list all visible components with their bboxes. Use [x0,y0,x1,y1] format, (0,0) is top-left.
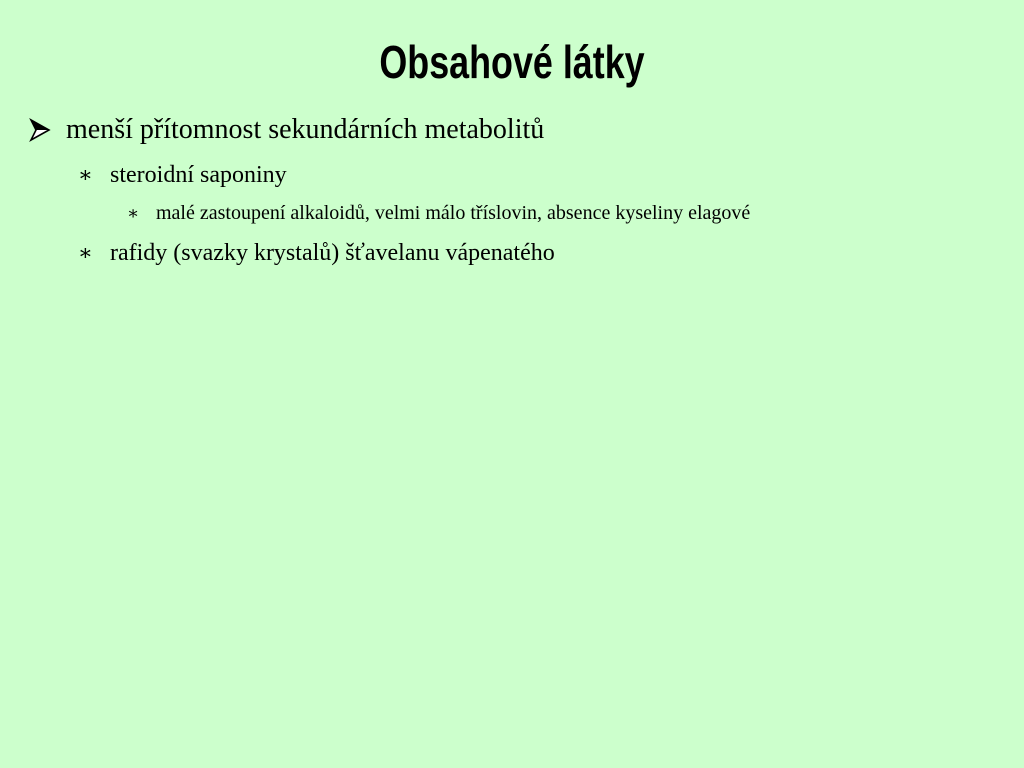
asterisk-bullet-icon: ∗ [78,162,93,187]
asterisk-bullet-icon: ∗ [127,203,140,223]
asterisk-bullet-icon: ∗ [78,240,93,265]
bullet-text-level-3: malé zastoupení alkaloidů, velmi málo tříslovin, absence kyseliny elagové [156,202,751,224]
bullet-text-level-2: rafidy (svazky krystalů) šťavelanu vápenatého [110,240,555,266]
arrowhead-bullet-icon [28,118,52,142]
bullet-text-level-1: menší přítomnost sekundárních metabolitů [66,114,545,145]
bullet-text-level-2: steroidní saponiny [110,162,287,188]
slide-title: Obsahové látky [379,36,645,88]
